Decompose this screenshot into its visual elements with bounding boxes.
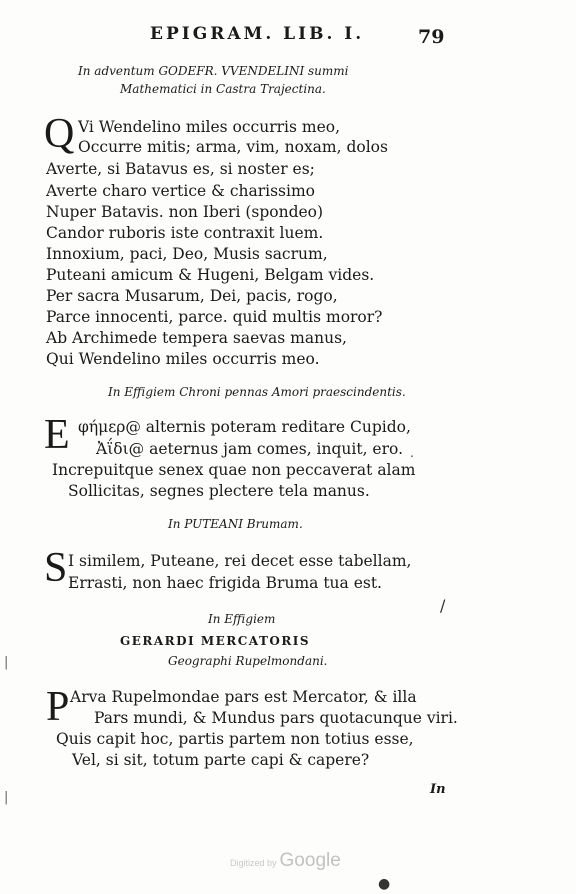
- poem-2-title-line-1: In Effigiem Chroni pennas Amori praescindentis.: [108, 385, 406, 399]
- stray-dot-mark: .: [410, 446, 414, 460]
- catchword: In: [430, 782, 446, 797]
- margin-tick-mark: |: [4, 655, 9, 670]
- poem-1-line-7: Innoxium, paci, Deo, Musis sacrum,: [46, 245, 328, 263]
- poem-4-line-1: Arva Rupelmondae pars est Mercator, & illa: [70, 688, 417, 706]
- poem-3-line-1: I similem, Puteane, rei decet esse tabellam,: [68, 552, 412, 570]
- poem-1-title-line-1: In adventum GODEFR. VVENDELINI summi: [78, 64, 349, 78]
- stray-blot-mark: ●: [378, 876, 391, 892]
- digitized-prefix: Digitized by: [230, 858, 277, 868]
- running-head: EPIGRAM. LIB. I.: [150, 24, 365, 44]
- google-logo: Google: [279, 850, 341, 871]
- poem-4-dropcap: P: [46, 684, 70, 730]
- poem-4-title-line-1: In Effigiem: [208, 612, 276, 626]
- stray-slash-mark: /: [440, 596, 446, 615]
- poem-4-line-3: Quis capit hoc, partis partem non totius esse,: [56, 730, 414, 748]
- poem-2-line-1: φήμερ@ alternis poteram reditare Cupido,: [78, 418, 411, 436]
- poem-3-line-2: Errasti, non haec frigida Bruma tua est.: [68, 574, 382, 592]
- poem-1-title-line-2: Mathematici in Castra Trajectina.: [120, 82, 326, 96]
- poem-2-line-4: Sollicitas, segnes plectere tela manus.: [68, 482, 370, 500]
- poem-1-line-6: Candor ruboris iste contraxit luem.: [46, 224, 324, 242]
- poem-1-line-3: Averte, si Batavus es, si noster es;: [46, 160, 315, 178]
- poem-1-line-4: Averte charo vertice & charissimo: [46, 182, 316, 200]
- margin-tick-mark-2: |: [4, 790, 9, 805]
- poem-1-line-5: Nuper Batavis. non Iberi (spondeo): [46, 203, 324, 221]
- poem-1-dropcap: Q: [44, 111, 75, 157]
- poem-4-line-4: Vel, si sit, totum parte capi & capere?: [72, 751, 370, 769]
- poem-1-line-12: Qui Wendelino miles occurris meo.: [46, 350, 320, 368]
- poem-1-line-11: Ab Archimede tempera saevas manus,: [46, 329, 347, 347]
- poem-3-title-line-1: In PUTEANI Brumam.: [168, 517, 303, 531]
- poem-1-line-10: Parce innocenti, parce. quid multis moror?: [46, 308, 383, 326]
- poem-4-line-2: Pars mundi, & Mundus pars quotacunque viri.: [94, 709, 458, 727]
- poem-1-line-2: Occurre mitis; arma, vim, noxam, dolos: [78, 138, 388, 156]
- poem-1-line-8: Puteani amicum & Hugeni, Belgam vides.: [46, 266, 375, 284]
- poem-1-line-9: Per sacra Musarum, Dei, pacis, rogo,: [46, 287, 338, 305]
- page-number: 79: [418, 26, 445, 48]
- poem-1-line-1: Vi Wendelino miles occurris meo,: [78, 118, 341, 136]
- poem-2-line-3: Increpuitque senex quae non peccaverat alam: [52, 461, 416, 479]
- poem-2-dropcap: E: [44, 412, 70, 458]
- poem-3-dropcap: S: [44, 545, 68, 591]
- poem-4-title-line-3: Geographi Rupelmondani.: [168, 654, 328, 668]
- poem-4-title-line-2: GERARDI MERCATORIS: [120, 634, 311, 648]
- poem-2-line-2: Ἀΐδι@ aeternus jam comes, inquit, ero.: [96, 440, 403, 458]
- digitized-watermark: [230, 850, 341, 872]
